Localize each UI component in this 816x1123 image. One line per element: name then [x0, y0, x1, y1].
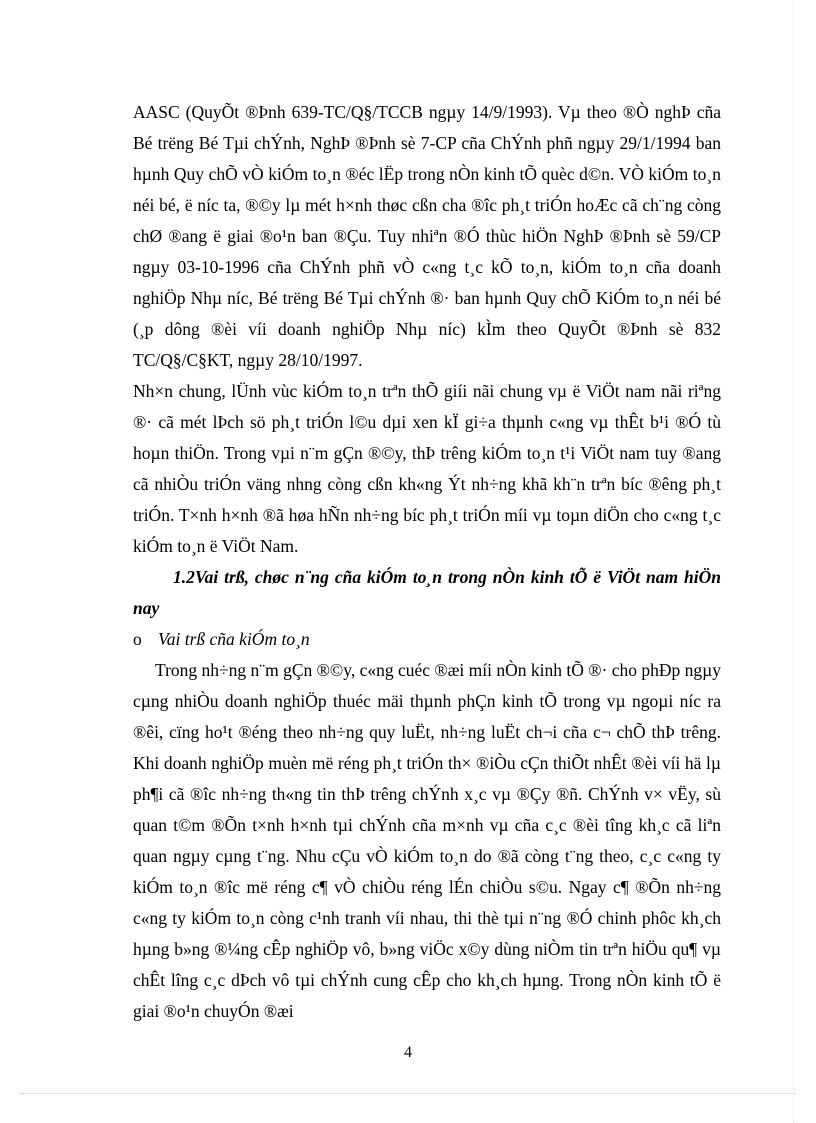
bullet-icon: o [133, 629, 142, 649]
paragraph-1: AASC (QuyÕt ®Þnh 639-TC/Q§/TCCB ngµy 14/9/1993). Vµ theo ®Ò nghÞ cña Bé trëng Bé Tµi chÝnh, NghÞ ®Þnh sè 7-CP cña ChÝnh phñ ngµy 29/1/1994 ban hµnh Quy chÕ vÒ kiÓm to¸n ®éc lËp trong nÒn kinh tÕ quèc d©n. VÒ kiÓm to¸n néi bé, ë níc ta, ®©y lµ mét h×nh thøc cßn cha ®îc ph¸t triÓn hoÆc cã ch¨ng còng chØ ®ang ë giai ®o¹n ban ®Çu. Tuy nhiªn ®Ó thùc hiÖn NghÞ ®Þnh sè 59/CP ngµy 03-10-1996 cña ChÝnh phñ vÒ c«ng t¸c kÕ to¸n, kiÓm to¸n cña doanh nghiÖp Nhµ níc, Bé trëng Bé Tµi chÝnh ®· ban hµnh Quy chÕ KiÓm to¸n néi bé (¸p dông ®èi víi doanh nghiÖp Nhµ níc) kÌm theo QuyÕt ®Þnh sè 832 TC/Q§/C§KT, ngµy 28/10/1997. [133, 102, 721, 370]
page-number: 4 [404, 1044, 412, 1061]
paragraph-3: Trong nh÷ng n¨m gÇn ®©y, c«ng cuéc ®æi míi nÒn kinh tÕ ®· cho phÐp ngµy cµng nhiÒu doanh nghiÖp thuéc mäi thµnh phÇn kinh tÕ trong vµ ngoµi níc ra ®êi, cïng ho¹t ®éng theo nh÷ng quy luËt, nh÷ng luËt ch¬i cña c¬ chÕ thÞ trêng. Khi doanh nghiÖp muèn më réng ph¸t triÓn th× ®iÒu cÇn thiÕt nhÊt ®èi víi hä lµ ph¶i cã ®îc nh÷ng th«ng tin thÞ trêng chÝnh x¸c vµ ®Çy ®ñ. ChÝnh v× vËy, sù quan t©m ®Õn t×nh h×nh tµi chÝnh cña m×nh vµ cña c¸c ®èi tîng kh¸c cã liªn quan ngµy cµng t¨ng. Nhu cÇu vÒ kiÓm to¸n do ®ã còng t¨ng theo, c¸c c«ng ty kiÓm to¸n ®îc më réng c¶ vÒ chiÒu réng lÉn chiÒu s©u. Ngay c¶ ®Õn nh÷ng c«ng ty kiÓm to¸n còng c¹nh tranh víi nhau, thi thè tµi n¨ng ®Ó chinh phôc kh¸ch hµng b»ng ®¼ng cÊp nghiÖp vô, b»ng viÖc x©y dùng niÒm tin trªn hiÖu qu¶ vµ chÊt lîng c¸c dÞch vô tµi chÝnh cung cÊp cho kh¸ch hµng. Trong nÒn kinh tÕ ë giai ®o¹n chuyÓn ®æi [133, 660, 721, 1021]
subsection-title: Vai trß cña kiÓm to¸n [158, 629, 310, 649]
body-text [133, 97, 721, 1027]
footer-divider [20, 1093, 796, 1094]
paragraph-2: Nh×n chung, lÜnh vùc kiÓm to¸n trªn thÕ giíi nãi chung vµ ë ViÖt nam nãi riªng ®· cã mét lÞch sö ph¸t triÓn l©u dµi xen kÏ gi÷a thµnh c«ng vµ thÊt b¹i ®Ó tù hoµn thiÖn. Trong vµi n¨m gÇn ®©y, thÞ trêng kiÓm to¸n t¹i ViÖt nam tuy ®ang cã nhiÒu triÓn väng nhng còng cßn kh«ng Ýt nh÷ng khã kh¨n trªn bíc ®êng ph¸t triÓn. T×nh h×nh ®ã høa hÑn nh÷ng bíc ph¸t triÓn míi vµ toµn diÖn cho c«ng t¸c kiÓm to¸n ë ViÖt Nam. [133, 381, 721, 556]
section-heading: 1.2Vai trß, chøc n¨ng cña kiÓm to¸n trong nÒn kinh tÕ ë ViÖt nam hiÖn nay [133, 567, 721, 618]
margin-divider [793, 0, 794, 1123]
subsection-heading [133, 624, 721, 655]
